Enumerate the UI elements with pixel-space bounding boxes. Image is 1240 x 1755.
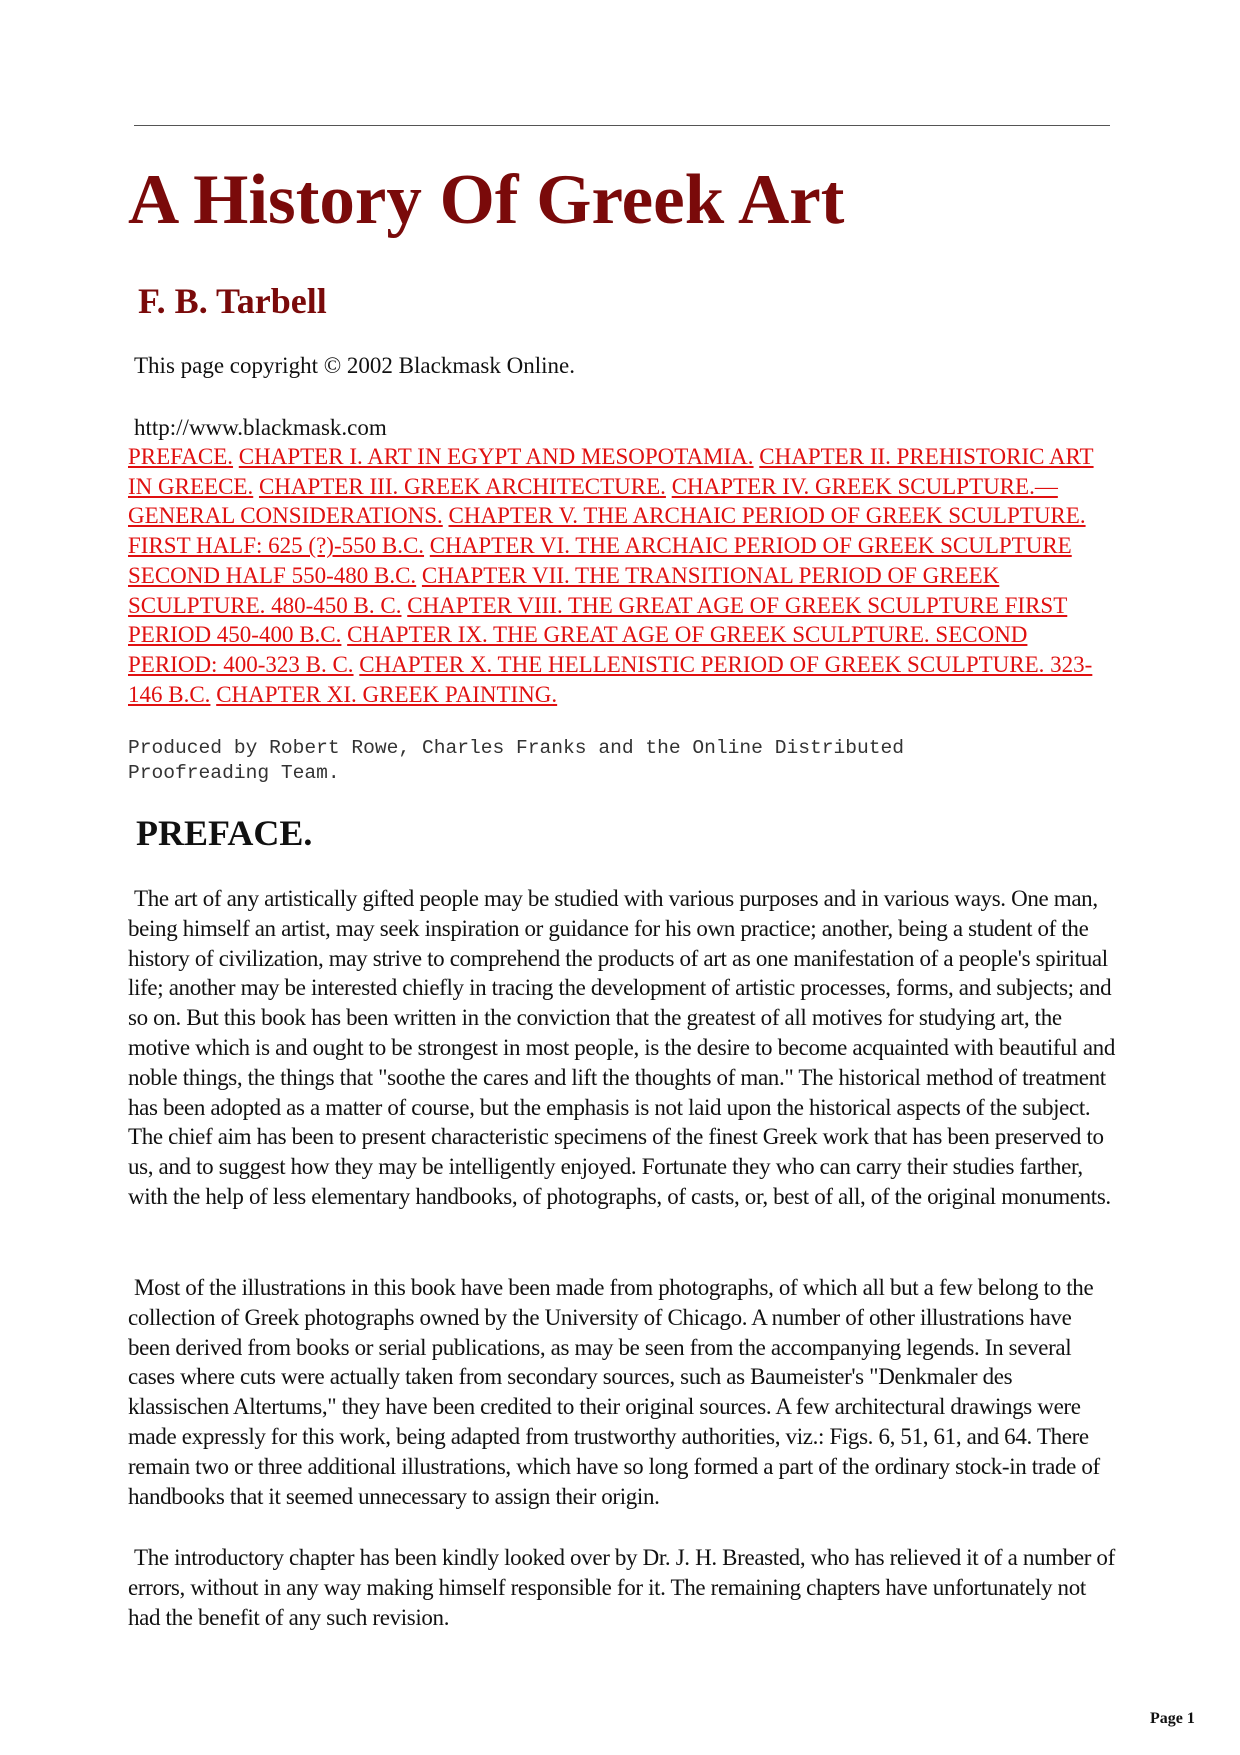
preface-paragraph [128, 884, 1118, 1212]
toc-link[interactable]: CHAPTER II. PREHISTORIC ART IN GREECE. [128, 444, 1094, 499]
document-title: A History Of Greek Art [128, 161, 845, 239]
table-of-contents [128, 442, 1118, 709]
toc-link[interactable]: CHAPTER IV. GREEK SCULPTURE.—GENERAL CONSIDERATIONS. [128, 473, 1058, 529]
copyright-notice: This page copyright © 2002 Blackmask Online. [134, 353, 575, 378]
toc-link[interactable]: CHAPTER VIII. THE GREAT AGE OF GREEK SCULPTURE FIRST PERIOD 450-400 B.C. [128, 592, 1068, 648]
author-name: F. B. Tarbell [138, 281, 327, 321]
preface-paragraph [128, 1543, 1118, 1632]
toc-link[interactable]: CHAPTER XI. GREEK PAINTING. [216, 681, 558, 707]
toc-link[interactable]: CHAPTER I. ART IN EGYPT AND MESOPOTAMIA. [238, 444, 754, 469]
toc-link[interactable]: CHAPTER IX. THE GREAT AGE OF GREEK SCULPTURE. SECOND PERIOD: 400-323 B. C. [128, 622, 1028, 677]
page-number: Page 1 [1150, 1710, 1195, 1727]
paragraph-text: Most of the illustrations in this book have been made from photographs, of which all but a few belong to the collection of Greek photographs owned by the University of Chicago. A number of other illustrations have been derived from books or serial publications, as may be seen from the accompanying legends. In several cases where cuts were actually taken from secondary sources, such as Baumeister's "Denkmaler des klassischen Altertums," they have been credited to their original sources. A few architectural drawings were made expressly for this work, being adapted from trustworthy authorities, viz.: Figs. 6, 51, 61, and 64. There remain two or three additional illustrations, which have so long formed a part of the ordinary stock-in trade of handbooks that it seemed unnecessary to assign their origin. [128, 1275, 1100, 1509]
preface-paragraph [128, 1273, 1118, 1511]
toc-link[interactable]: CHAPTER VII. THE TRANSITIONAL PERIOD OF GREEK SCULPTURE. 480-450 B. C. [128, 562, 1000, 618]
toc-link[interactable]: CHAPTER VI. THE ARCHAIC PERIOD OF GREEK SCULPTURE SECOND HALF 550-480 B.C. [128, 533, 1072, 588]
toc-link[interactable]: CHAPTER III. GREEK ARCHITECTURE. [258, 473, 666, 499]
top-rule [134, 125, 1110, 126]
source-url: http://www.blackmask.com [134, 415, 387, 440]
toc-link[interactable]: PREFACE. [128, 444, 234, 469]
paragraph-text: The art of any artistically gifted people may be studied with various purposes and in various ways. One man, being himself an artist, may seek inspiration or guidance for his own practice; another, being a student of the history of civilization, may strive to comprehend the products of art as one manifestation of a people's spiritual life; another may be interested chiefly in tracing the development of artistic processes, forms, and subjects; and so on. But this book has been written in the conviction that the greatest of all motives for studying art, the motive which is and ought to be strongest in most people, is the desire to become acquainted with beautiful and noble things, the things that "soothe the cares and lift the thoughts of man." The historical method of treatment has been adopted as a matter of course, but the emphasis is not laid upon the historical aspects of the subject. The chief aim has been to present characteristic specimens of the finest Greek work that has been preserved to us, and to suggest how they may be intelligently enjoyed. Fortunate they who can carry their studies farther, with the help of less elementary handbooks, of photographs, of casts, or, best of all, of the original monuments. [128, 886, 1115, 1209]
producer-credit: Produced by Robert Rowe, Charles Franks and the Online Distributed Proofreading Team. [128, 737, 905, 784]
toc-link[interactable]: CHAPTER X. THE HELLENISTIC PERIOD OF GREEK SCULPTURE. 323-146 B.C. [128, 651, 1093, 707]
preface-heading: PREFACE. [136, 813, 313, 853]
toc-link[interactable]: CHAPTER V. THE ARCHAIC PERIOD OF GREEK SCULPTURE. FIRST HALF: 625 (?)-550 B.C. [128, 503, 1086, 559]
paragraph-text: The introductory chapter has been kindly looked over by Dr. J. H. Breasted, who has relieved it of a number of errors, without in any way making himself responsible for it. The remaining chapters have unfortunately not had the benefit of any such revision. [128, 1545, 1115, 1630]
